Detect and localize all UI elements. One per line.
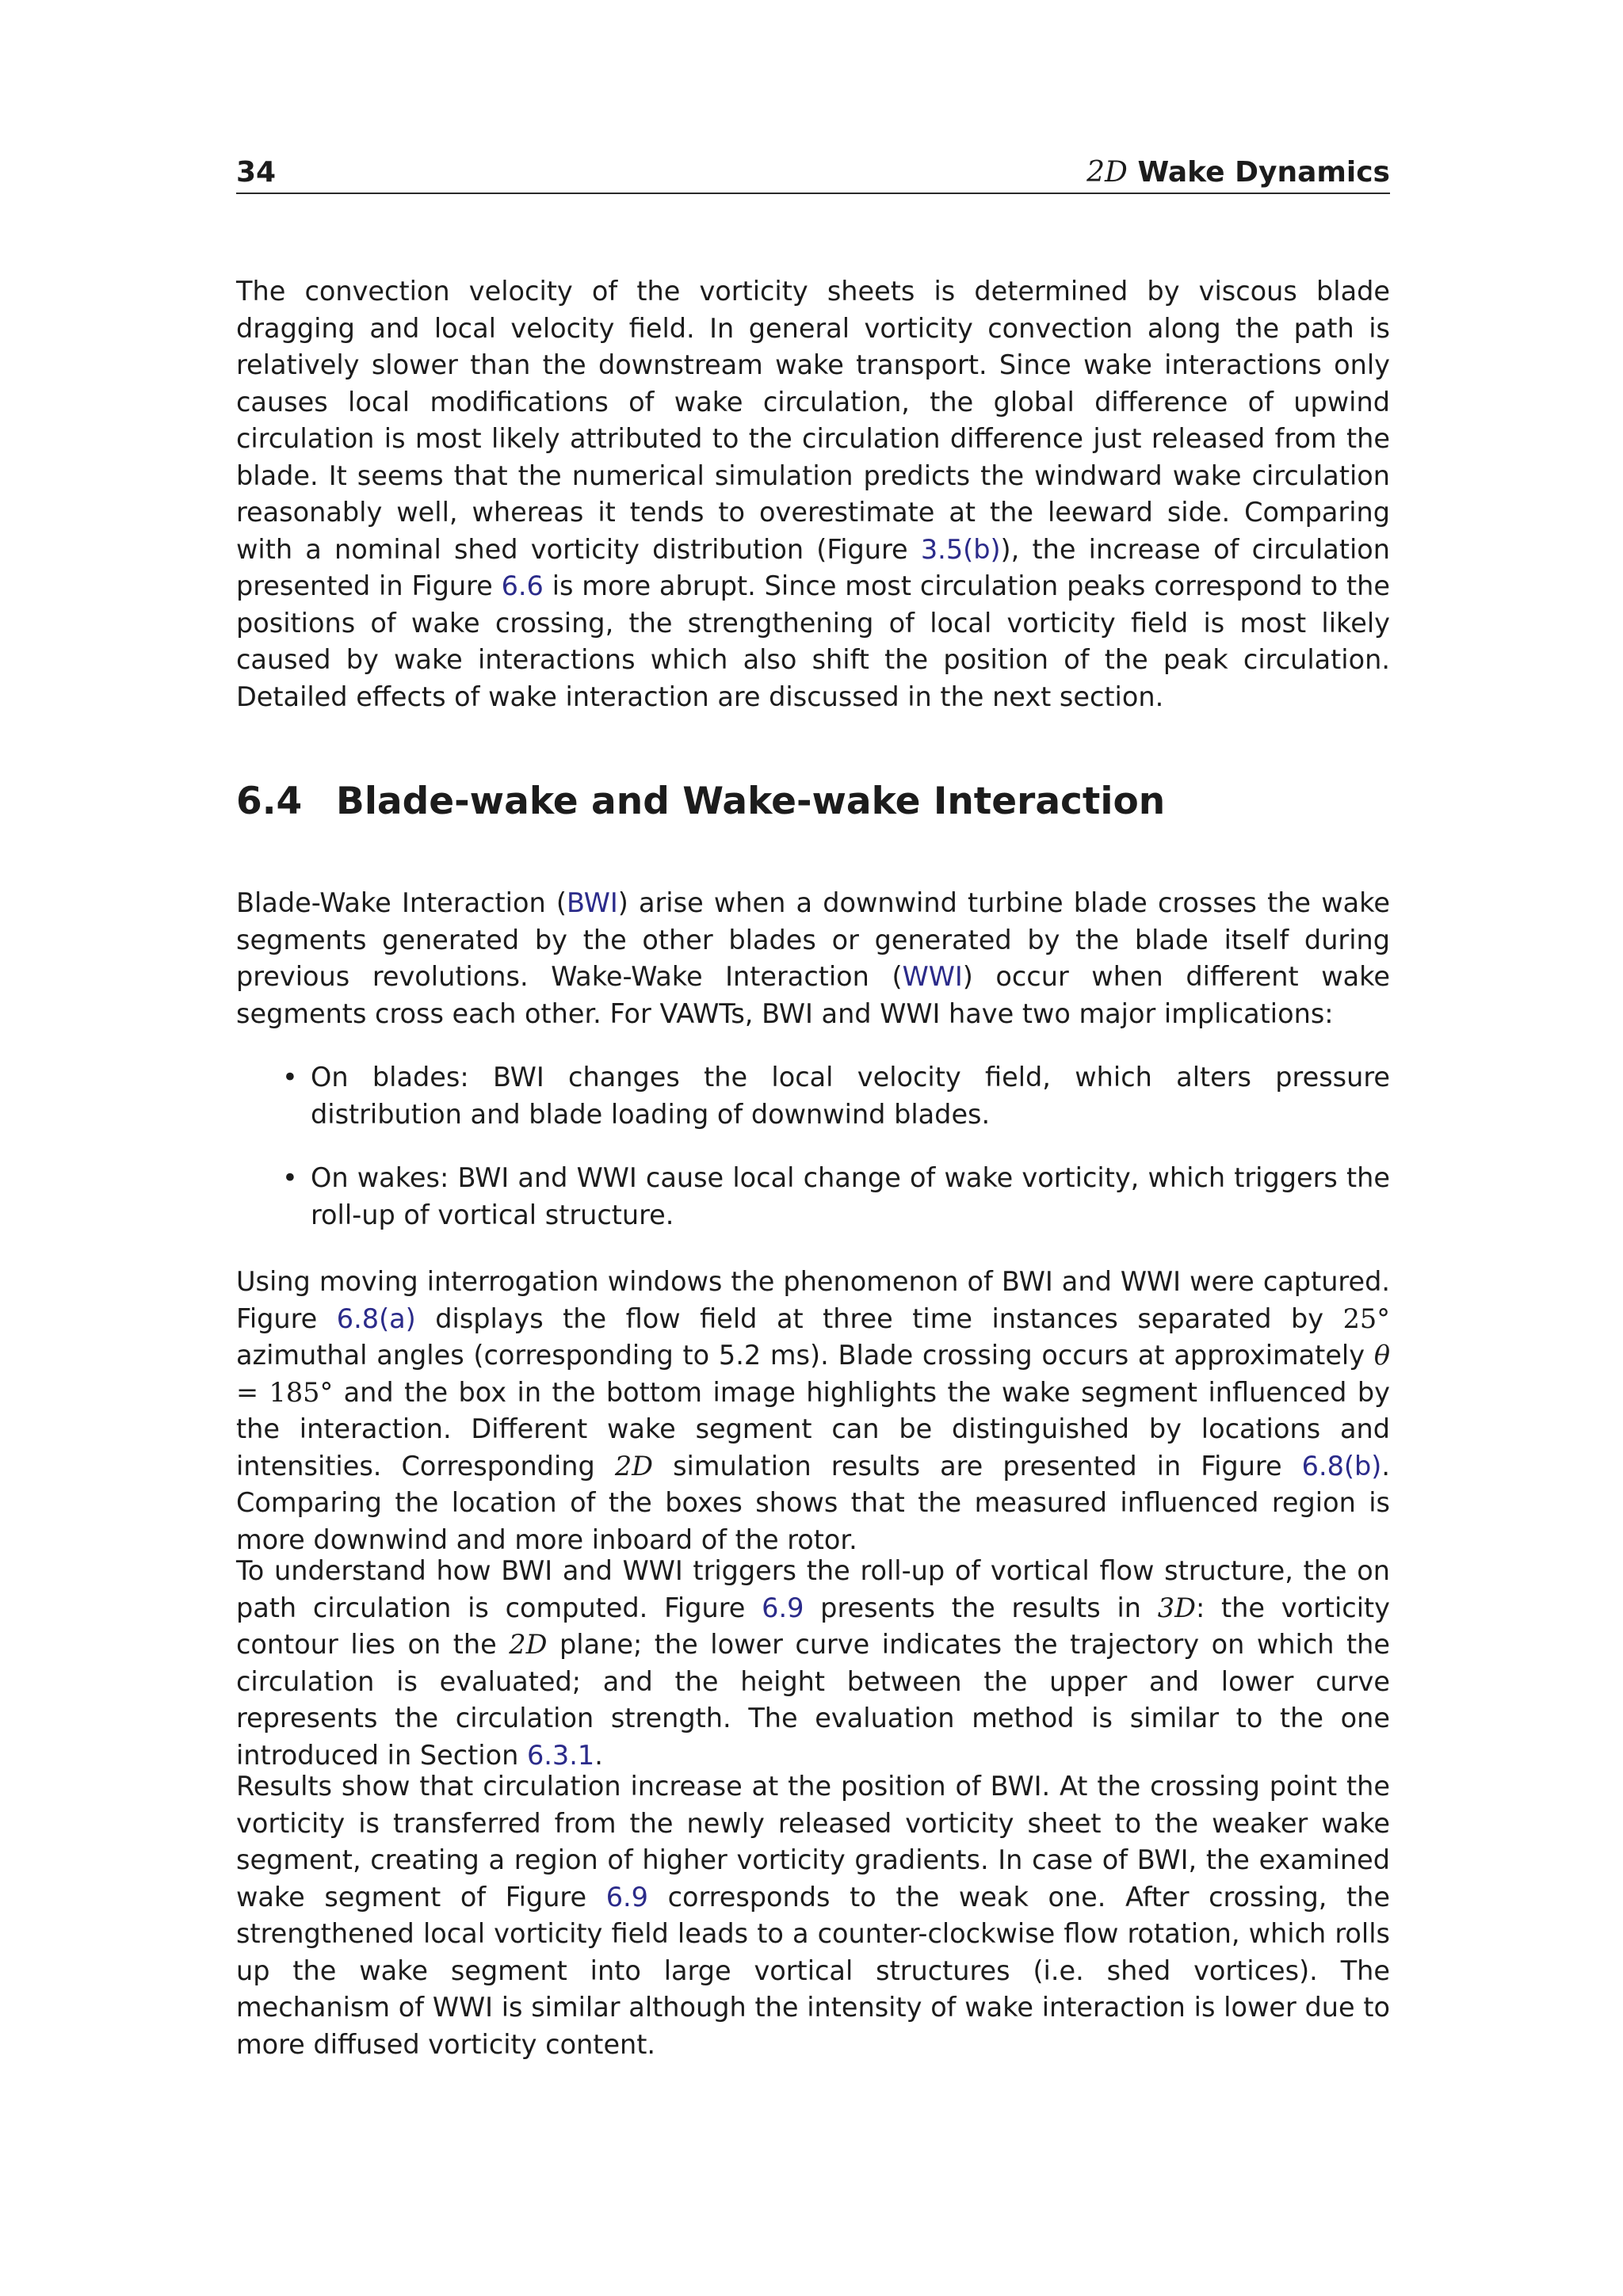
text-span: ) arise when a downwind turbine blade crosses the wake segments generated by the other blades or generated by the blade itself during previous revolutions. Wake-Wake Interaction ( — [236, 887, 1390, 992]
list-item — [236, 1160, 1390, 1234]
paragraph-interrogation-windows — [236, 1264, 1390, 1558]
figure-ref-6-9[interactable]: 6.9 — [605, 1881, 648, 1913]
math-3d: 3D — [1157, 1592, 1196, 1623]
implications-list — [236, 1059, 1390, 1261]
section-number: 6.4 — [236, 780, 303, 823]
section-ref-6-3-1[interactable]: 6.3.1 — [526, 1739, 595, 1771]
bullet-icon: • — [282, 1162, 298, 1193]
acronym-link-wwi[interactable]: WWI — [902, 961, 963, 992]
figure-ref-6-9[interactable]: 6.9 — [762, 1592, 804, 1623]
running-title — [1086, 153, 1390, 193]
running-title-text: Wake Dynamics — [1127, 156, 1390, 189]
text-span: and the box in the bottom image highlights the wake segment influenced by the interaction. Different wake segment can be distinguished by locations and intensities. Corresponding — [236, 1376, 1390, 1482]
math-2d: 2D — [614, 1450, 654, 1482]
text-span: presents the results in — [804, 1592, 1158, 1623]
math-theta: θ — [1373, 1340, 1390, 1371]
text-span: Results show that circulation increase at the position of BWI. At the crossing point the vorticity is transferred from the newly released vorticity sheet to the weaker wake segment, creating a region of higher vorticity gradients. In case of BWI, the examined wake segment of Figure — [236, 1771, 1390, 1913]
section-title: Blade-wake and Wake-wake Interaction — [336, 780, 1166, 823]
figure-ref-6-8b[interactable]: 6.8(b) — [1301, 1450, 1382, 1482]
paragraph-convection — [236, 273, 1390, 715]
text-span: simulation results are presented in Figure — [653, 1450, 1302, 1482]
figure-ref-3-5b[interactable]: 3.5(b) — [920, 533, 1001, 565]
running-header — [236, 153, 1390, 194]
text-span: Using moving interrogation windows the phenomenon of BWI and WWI were captured. Figure — [236, 1266, 1390, 1334]
running-title-math: 2D — [1086, 156, 1128, 189]
math-2d: 2D — [509, 1629, 548, 1660]
text-span: displays the flow field at three time instances separated by — [415, 1302, 1343, 1334]
list-item-text: On blades: BWI changes the local velocity field, which alters pressure distribution and blade loading of downwind blades. — [311, 1062, 1390, 1130]
math-equals-185: = 185° — [236, 1376, 334, 1408]
text-span: . Comparing the location of the boxes shows that the measured influenced region is more downwind and more inboard of the rotor. — [236, 1450, 1390, 1555]
text-span: To understand how BWI and WWI triggers the roll-up of vortical flow structure, the on path circulation is computed. Figure — [236, 1555, 1390, 1623]
math-25-degrees: 25° — [1342, 1302, 1390, 1334]
paragraph-results — [236, 1768, 1390, 2063]
list-item-text: On wakes: BWI and WWI cause local change of wake vorticity, which triggers the roll-up of vortical structure. — [311, 1162, 1390, 1230]
text-span: corresponds to the weak one. After crossing, the strengthened local vorticity field leads to a counter-clockwise flow rotation, which rolls up the wake segment into large vortical structures (i.e. shed vortices). The mechanism of WWI is similar although the intensity of wake interaction is lower due to more diffused vorticity content. — [236, 1881, 1390, 2060]
acronym-link-bwi[interactable]: BWI — [566, 887, 618, 918]
paragraph-roll-up — [236, 1553, 1390, 1774]
text-span: The convection velocity of the vorticity sheets is determined by viscous blade dragging and local velocity field. In general vorticity convection along the path is relatively slower than the downstream wake transport. Since wake interactions only causes local modifications of wake circulation, the global difference of upwind circulation is most likely attributed to the circulation difference just released from the blade. It seems that the numerical simulation predicts the windward wake circulation reasonably well, whereas it tends to overestimate at the leeward side. Comparing with a nominal shed vorticity distribution (Figure — [236, 276, 1390, 565]
text-span: ) occur when different wake segments cross each other. For VAWTs, BWI and WWI have two major implications: — [236, 961, 1390, 1029]
text-span: ), the increase of circulation presented in Figure — [236, 533, 1390, 601]
figure-ref-6-6[interactable]: 6.6 — [501, 570, 544, 601]
bullet-icon: • — [282, 1062, 298, 1093]
text-span: azimuthal angles (corresponding to 5.2 ms). Blade crossing occurs at approximately — [236, 1340, 1374, 1371]
text-span: is more abrupt. Since most circulation peaks correspond to the positions of wake crossing, the strengthening of local vorticity field is most likely caused by wake interactions which also shift the position of the peak circulation. Detailed effects of wake interaction are discussed in the next section. — [236, 570, 1390, 712]
text-span: . — [594, 1739, 603, 1771]
paragraph-bwi-wwi-intro — [236, 885, 1390, 1032]
page-number: 34 — [236, 156, 277, 189]
section-heading — [236, 778, 1165, 826]
text-span: plane; the lower curve indicates the trajectory on which the circulation is evaluated; and the height between the upper and lower curve represents the circulation strength. The evaluation method is similar to the one introduced in Section — [236, 1629, 1390, 1771]
list-item — [236, 1059, 1390, 1133]
text-span: Blade-Wake Interaction ( — [236, 887, 567, 918]
text-span: : the vorticity contour lies on the — [236, 1592, 1390, 1660]
figure-ref-6-8a[interactable]: 6.8(a) — [336, 1302, 416, 1334]
